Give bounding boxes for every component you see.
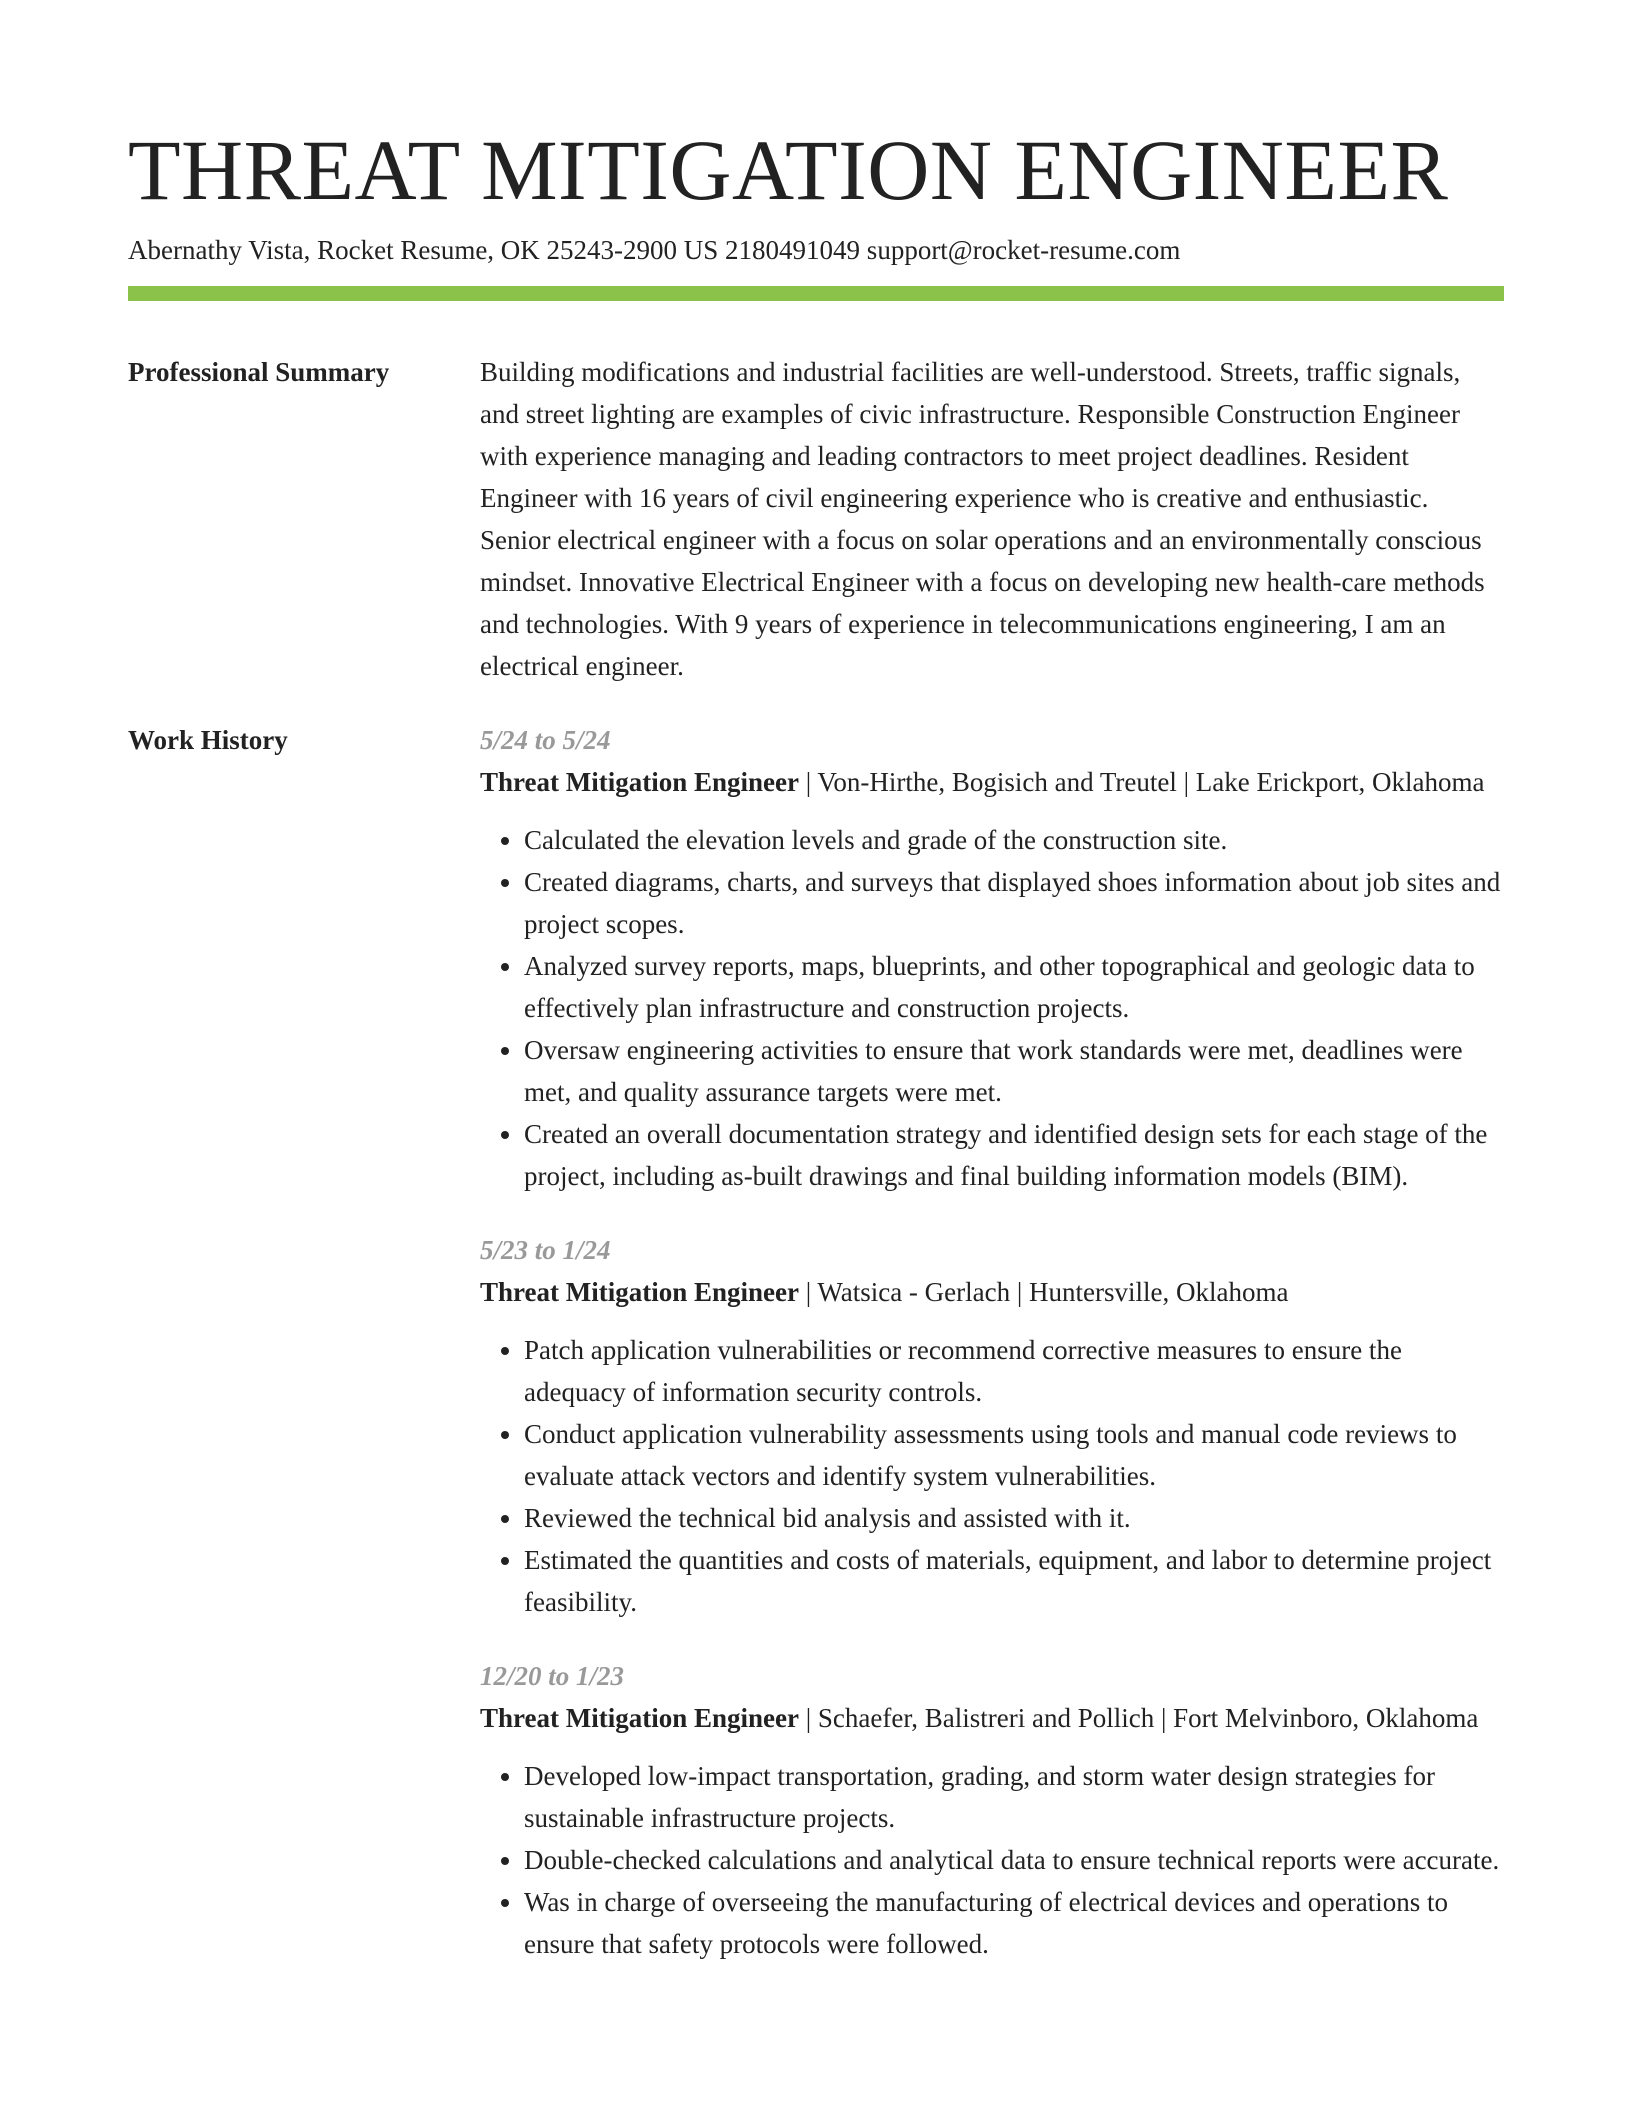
job-bullets: [480, 819, 1504, 1197]
contact-line: Abernathy Vista, Rocket Resume, OK 25243-2900 US 2180491049 support@rocket-resume.com: [128, 235, 1181, 265]
page-title: THREAT MITIGATION ENGINEER: [128, 122, 1449, 218]
job-heading: [480, 761, 1504, 803]
accent-divider: [128, 286, 1504, 301]
section-label-work-history: Work History: [128, 725, 288, 755]
job-bullets: [480, 1755, 1504, 1965]
job-bullet: • Created an overall documentation strategy and identified design sets for each stage of the project, including as-built drawings and final building information models (BIM).: [524, 1113, 1504, 1197]
job-bullets: [480, 1329, 1504, 1623]
job-details: | Watsica - Gerlach | Huntersville, Oklahoma: [798, 1277, 1289, 1307]
job-details: | Von-Hirthe, Bogisich and Treutel | Lake Erickport, Oklahoma: [798, 767, 1485, 797]
job-heading: [480, 1271, 1504, 1313]
job-bullet: • Reviewed the technical bid analysis and assisted with it.: [524, 1497, 1504, 1539]
job-title: Threat Mitigation Engineer: [480, 1277, 799, 1307]
job-heading: [480, 1697, 1504, 1739]
job-bullet: • Patch application vulnerabilities or recommend corrective measures to ensure the adequacy of information security controls.: [524, 1329, 1504, 1413]
job-dates: 5/24 to 5/24: [480, 725, 611, 755]
summary-text: Building modifications and industrial facilities are well-understood. Streets, traffic signals, and street lighting are examples of civic infrastructure. Responsible Construction Engineer with experience managing and leading contractors to meet project deadlines. Resident Engineer with 16 years of civil engineering experience who is creative and enthusiastic. Senior electrical engineer with a focus on solar operations and an environmentally conscious mindset. Innovative Electrical Engineer with a focus on developing new health-care methods and technologies. With 9 years of experience in telecommunications engineering, I am an electrical engineer.: [480, 357, 1485, 681]
job-bullet: • Estimated the quantities and costs of materials, equipment, and labor to determine project feasibility.: [524, 1539, 1504, 1623]
job-details: | Schaefer, Balistreri and Pollich | Fort Melvinboro, Oklahoma: [798, 1703, 1479, 1733]
job-bullet: • Oversaw engineering activities to ensure that work standards were met, deadlines were met, and quality assurance targets were met.: [524, 1029, 1504, 1113]
job-entry: [480, 719, 1504, 1197]
job-bullet: • Conduct application vulnerability assessments using tools and manual code reviews to evaluate attack vectors and identify system vulnerabilities.: [524, 1413, 1504, 1497]
resume-page: [128, 118, 1504, 1997]
professional-summary-section: [128, 351, 1504, 687]
work-history-list: [480, 719, 1504, 1997]
job-dates: 5/23 to 1/24: [480, 1235, 611, 1265]
job-title: Threat Mitigation Engineer: [480, 767, 799, 797]
job-entry: [480, 1229, 1504, 1623]
work-history-section: [128, 719, 1504, 1997]
job-bullet: • Double-checked calculations and analytical data to ensure technical reports were accurate.: [524, 1839, 1504, 1881]
job-bullet: • Calculated the elevation levels and grade of the construction site.: [524, 819, 1504, 861]
job-entry: [480, 1655, 1504, 1965]
job-bullet: • Created diagrams, charts, and surveys that displayed shoes information about job sites and project scopes.: [524, 861, 1504, 945]
job-bullet: • Was in charge of overseeing the manufacturing of electrical devices and operations to ensure that safety protocols were followed.: [524, 1881, 1504, 1965]
job-bullet: • Analyzed survey reports, maps, blueprints, and other topographical and geologic data to effectively plan infrastructure and construction projects.: [524, 945, 1504, 1029]
job-title: Threat Mitigation Engineer: [480, 1703, 799, 1733]
job-bullet: • Developed low-impact transportation, grading, and storm water design strategies for sustainable infrastructure projects.: [524, 1755, 1504, 1839]
job-dates: 12/20 to 1/23: [480, 1661, 625, 1691]
section-label-summary: Professional Summary: [128, 357, 390, 387]
